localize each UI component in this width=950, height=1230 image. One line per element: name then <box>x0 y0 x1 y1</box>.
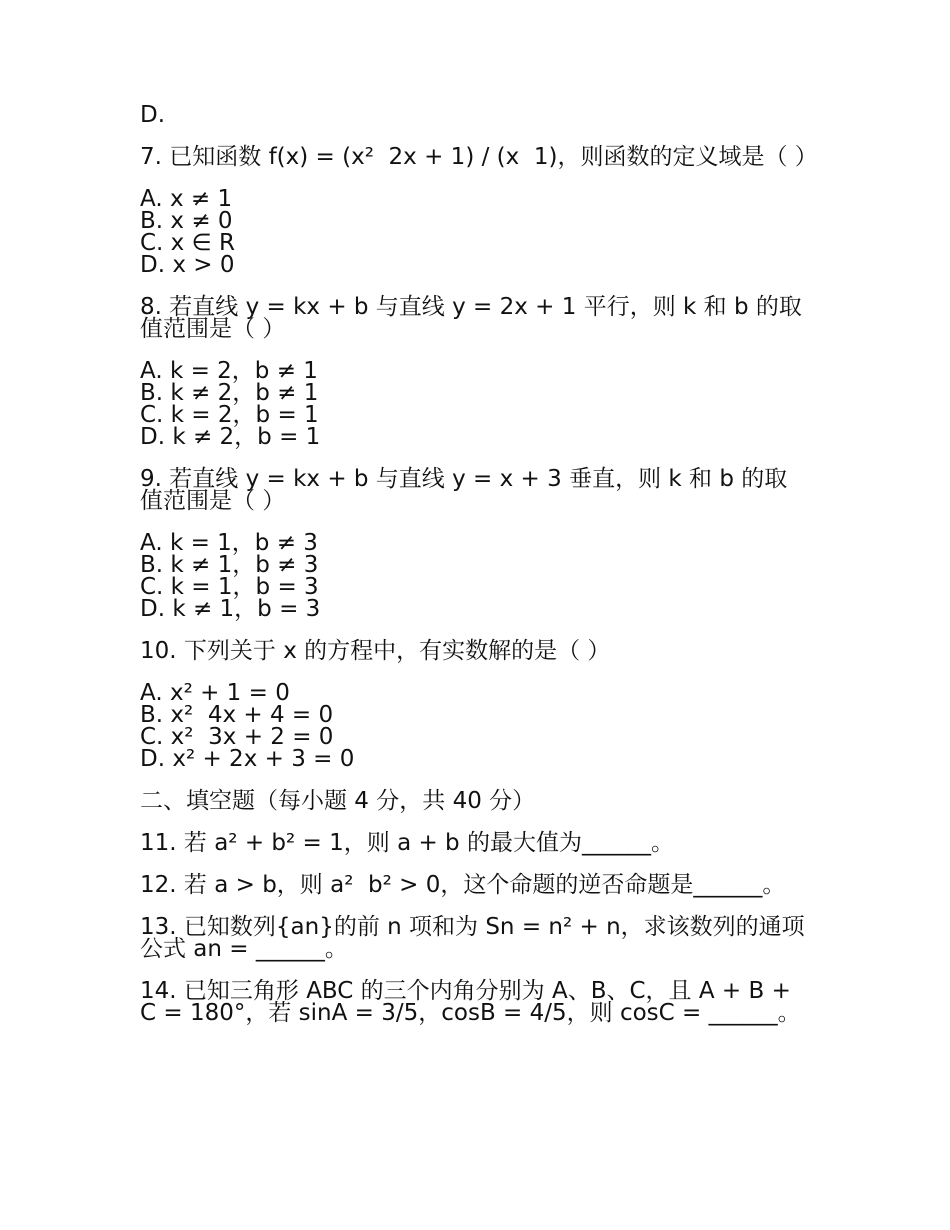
choice-c: C. x² 3x + 2 = 0 <box>140 724 334 750</box>
document-page <box>140 102 818 1026</box>
choice-a: A. k = 1，b ≠ 3 <box>140 530 318 556</box>
fill-question-12: 12. 若 a > b，则 a² b² > 0，这个命题的逆否命题是______。 <box>140 872 786 898</box>
question-stem: 8. 若直线 y = kx + b 与直线 y = 2x + 1 平行，则 k 和 b 的取值范围是（ ） <box>140 294 802 342</box>
question-7 <box>140 144 818 278</box>
question-stem: 10. 下列关于 x 的方程中，有实数解的是（ ） <box>140 638 611 664</box>
choice-a: A. x ≠ 1 <box>140 186 233 212</box>
choice-d: D. k ≠ 2，b = 1 <box>140 424 321 450</box>
choice-b: B. k ≠ 1，b ≠ 3 <box>140 552 319 578</box>
choice-c: C. k = 1，b = 3 <box>140 574 319 600</box>
choice-a: A. x² + 1 = 0 <box>140 680 290 706</box>
fill-question-14: 14. 已知三角形 ABC 的三个内角分别为 A、B、C，且 A + B + C = 180°，若 sinA = 3/5，cosB = 4/5，则 cosC = ______。 <box>140 978 801 1026</box>
fill-question-13: 13. 已知数列{an}的前 n 项和为 Sn = n² + n，求该数列的通项公式 an = ______。 <box>140 914 805 962</box>
previous-choice-d: D. <box>140 102 166 128</box>
choice-list <box>140 682 810 770</box>
choice-list <box>140 188 810 276</box>
question-9 <box>140 468 810 620</box>
choice-b: B. k ≠ 2，b ≠ 1 <box>140 380 319 406</box>
choice-d: D. k ≠ 1，b = 3 <box>140 596 321 622</box>
question-stem: 9. 若直线 y = kx + b 与直线 y = x + 3 垂直，则 k 和 b 的取值范围是（ ） <box>140 466 788 514</box>
choice-list <box>140 532 810 620</box>
fill-question-11: 11. 若 a² + b² = 1，则 a + b 的最大值为______。 <box>140 830 674 856</box>
choice-c: C. k = 2，b = 1 <box>140 402 319 428</box>
choice-a: A. k = 2，b ≠ 1 <box>140 358 318 384</box>
choice-d: D. x > 0 <box>140 252 235 278</box>
section-title: 二、填空题（每小题 4 分，共 40 分） <box>140 788 536 814</box>
choice-list <box>140 360 810 448</box>
choice-d: D. x² + 2x + 3 = 0 <box>140 746 355 772</box>
choice-b: B. x ≠ 0 <box>140 208 233 234</box>
choice-b: B. x² 4x + 4 = 0 <box>140 702 334 728</box>
question-stem: 7. 已知函数 f(x) = (x² 2x + 1) / (x 1)，则函数的定义域是（ ） <box>140 144 818 170</box>
choice-c: C. x ∈ R <box>140 230 235 256</box>
question-10 <box>140 640 810 770</box>
question-8 <box>140 296 810 448</box>
